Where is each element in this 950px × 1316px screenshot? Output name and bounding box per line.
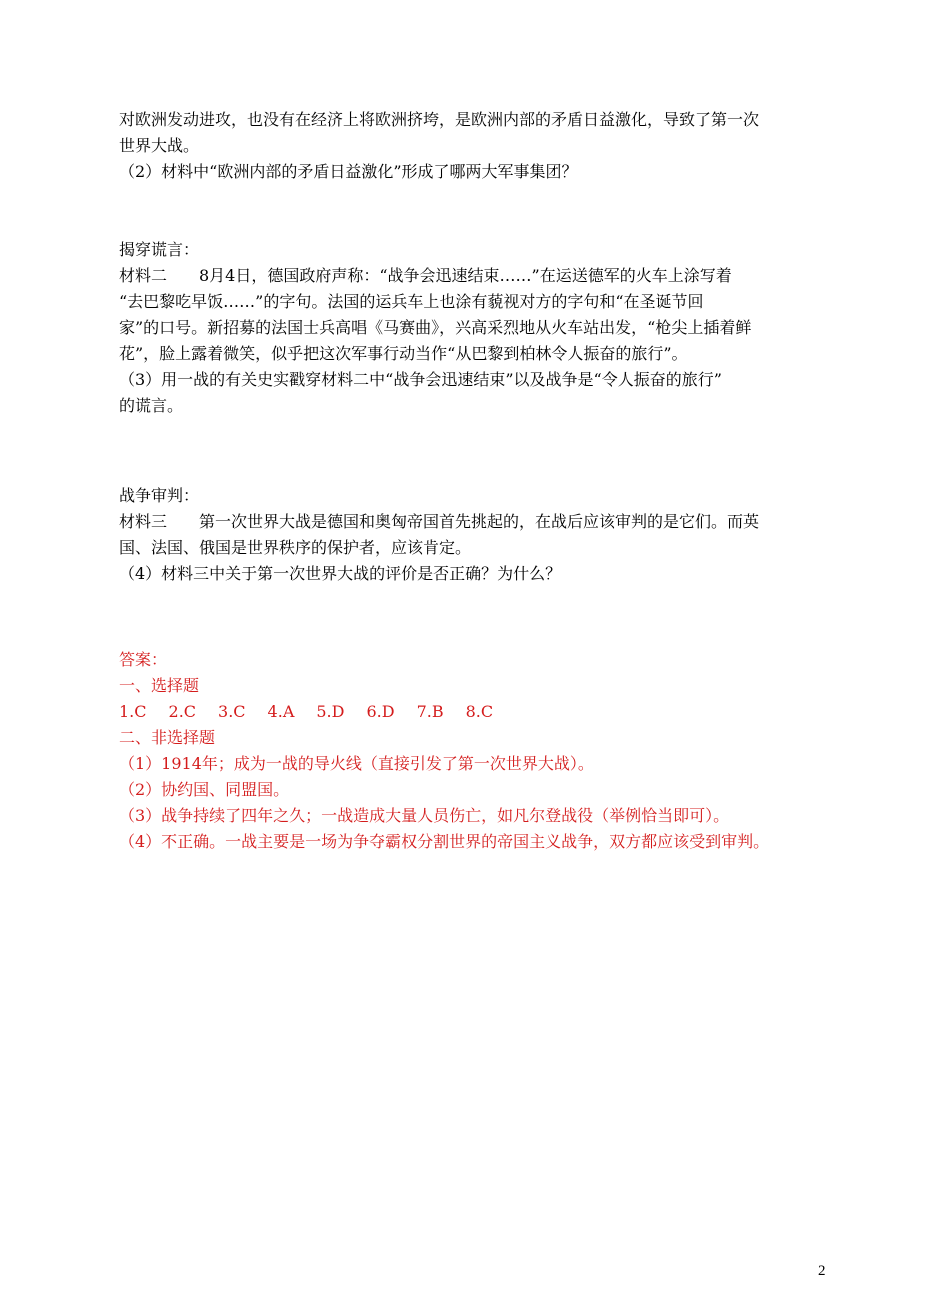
mcq-answer: 3.C: [218, 702, 246, 721]
mcq-answers: [119, 699, 839, 725]
material-3-line: 材料三 第一次世界大战是德国和奥匈帝国首先挑起的，在战后应该审判的是它们。而英: [119, 512, 760, 531]
answer-4: （4）不正确。一战主要是一场为争夺霸权分割世界的帝国主义战争，双方都应该受到审判。: [119, 832, 770, 851]
material-2-line: 花”，脸上露着微笑，似乎把这次军事行动当作“从巴黎到柏林令人振奋的旅行”。: [119, 344, 688, 363]
mcq-answer: 4.A: [267, 702, 295, 721]
material-2-line: 材料二 8月4日，德国政府声称：“战争会迅速结束……”在运送德军的火车上涂写着: [119, 266, 732, 285]
answers-heading: 答案：: [119, 650, 168, 669]
question-3-line: （3）用一战的有关史实戳穿材料二中“战争会迅速结束”以及战争是“令人振奋的旅行”: [119, 370, 722, 389]
section-heading-trial: 战争审判：: [119, 486, 200, 505]
question-3-line: 的谎言。: [119, 396, 184, 415]
paragraph-continuation-line: 对欧洲发动进攻，也没有在经济上将欧洲挤垮，是欧洲内部的矛盾日益激化，导致了第一次: [119, 110, 760, 129]
mcq-answer: 1.C: [119, 702, 147, 721]
mcq-answer: 5.D: [316, 702, 345, 721]
mcq-answer: 7.B: [416, 702, 444, 721]
question-2: （2）材料中“欧洲内部的矛盾日益激化”形成了哪两大军事集团？: [119, 162, 578, 181]
page-number: 2: [818, 1263, 826, 1279]
non-mcq-heading: 二、非选择题: [119, 728, 216, 747]
paragraph-continuation-line: 世界大战。: [119, 136, 200, 155]
material-3-line: 国、法国、俄国是世界秩序的保护者，应该肯定。: [119, 538, 472, 557]
mcq-answer: 6.D: [366, 702, 395, 721]
answer-2: （2）协约国、同盟国。: [119, 780, 290, 799]
material-2-line: “去巴黎吃早饭……”的字句。法国的运兵车上也涂有藐视对方的字句和“在圣诞节回: [119, 292, 704, 311]
mcq-answer: 2.C: [168, 702, 197, 721]
material-2-line: 家”的口号。新招募的法国士兵高唱《马赛曲》，兴高采烈地从火车站出发，“枪尖上插着鲜: [119, 318, 752, 337]
answer-3: （3）战争持续了四年之久；一战造成大量人员伤亡，如凡尔登战役（举例恰当即可）。: [119, 806, 730, 825]
answer-1: （1）1914年；成为一战的导火线（直接引发了第一次世界大战）。: [119, 754, 594, 773]
section-heading-lie: 揭穿谎言：: [119, 240, 200, 259]
question-4: （4）材料三中关于第一次世界大战的评价是否正确？为什么？: [119, 564, 562, 583]
mcq-answer: 8.C: [465, 702, 494, 721]
mcq-heading: 一、选择题: [119, 676, 200, 695]
